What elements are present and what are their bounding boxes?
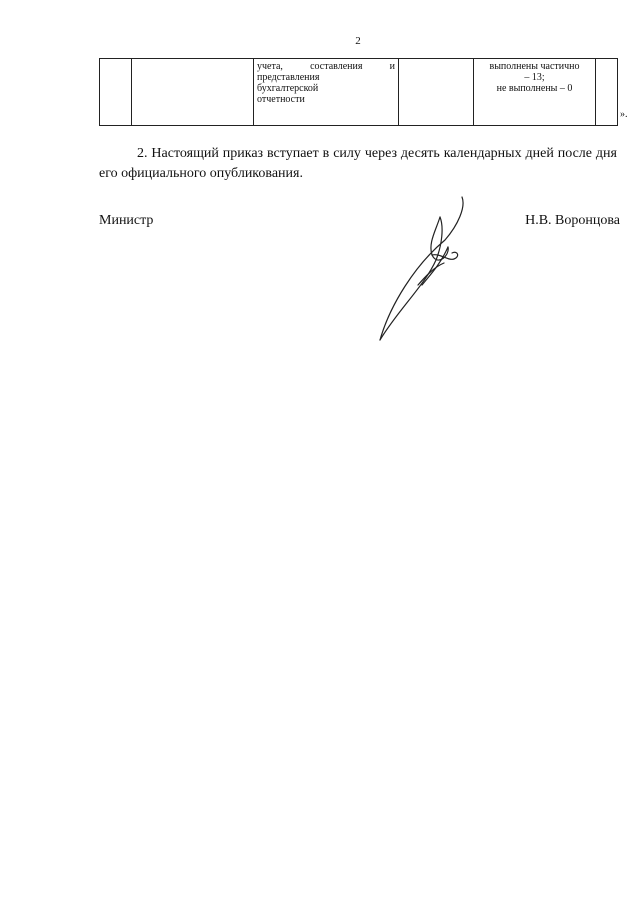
description-word-2: составления [310, 61, 363, 72]
result-line-2: – 13; [524, 72, 545, 83]
document-table [99, 58, 618, 126]
table-cell-description [254, 59, 399, 126]
result-line-1: выполнены частично [489, 61, 580, 72]
table-cell-number [100, 59, 132, 126]
description-word-3: и [389, 61, 395, 72]
page-number: 2 [355, 35, 361, 47]
signature-title: Министр [99, 213, 154, 228]
body-paragraph: 2. Настоящий приказ вступает в силу через десять календарных дней после дня его официального опубликования. [99, 146, 617, 181]
description-first-line [257, 61, 395, 72]
table-cell-result [474, 59, 596, 126]
table-row [100, 59, 618, 126]
description-rest: представления бухгалтерской отчетности [257, 72, 320, 105]
table-cell-note [596, 59, 618, 126]
signature-name: Н.В. Воронцова [525, 213, 620, 228]
result-line-3: не выполнены – 0 [496, 83, 573, 94]
description-word-1: учета, [257, 61, 283, 72]
table-cell-period [399, 59, 474, 126]
handwritten-signature [370, 195, 470, 345]
closing-quote: ». [620, 109, 628, 120]
table-cell-name [132, 59, 254, 126]
